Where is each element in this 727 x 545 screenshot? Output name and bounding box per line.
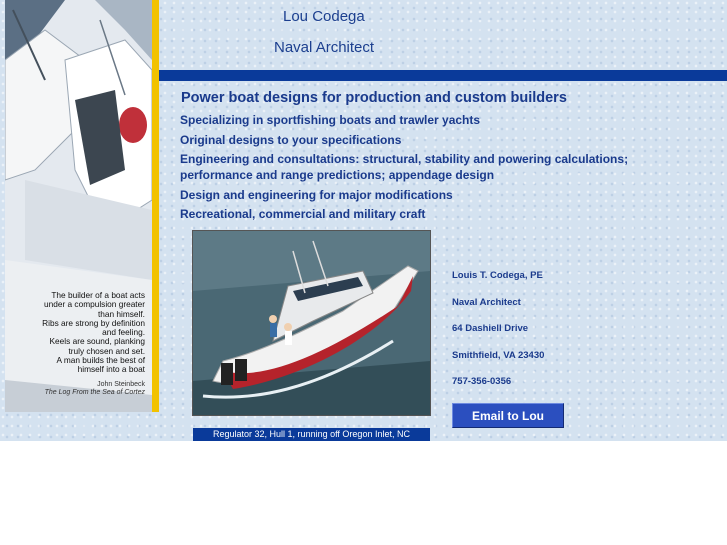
quote-line: under a compulsion greater	[43, 299, 145, 310]
quote-source: The Log From the Sea of Cortez	[44, 388, 145, 396]
contact-phone: 757-356-0356	[452, 376, 512, 387]
page-headline: Power boat designs for production and custom builders	[181, 90, 567, 106]
quote-line: truly chosen and set.	[68, 345, 145, 356]
service-item: Engineering and consultations: structural, stability and powering calculations; performance and range predictions; appendage design	[180, 152, 629, 182]
quote-line: than himself.	[97, 308, 145, 319]
yellow-accent-stripe	[152, 0, 159, 412]
boat-running-illustration	[193, 231, 430, 415]
contact-name: Louis T. Codega, PE	[452, 270, 543, 281]
blue-header-band	[159, 70, 727, 81]
contact-address: 64 Dashiell Drive	[452, 323, 529, 334]
sportfishing-boat-photo	[192, 230, 431, 416]
service-item: Original designs to your specifications	[180, 132, 402, 147]
quote-line: Ribs are strong by definition	[42, 317, 145, 328]
quote-line: himself into a boat	[77, 364, 145, 375]
services-list	[180, 112, 630, 226]
service-item: Recreational, commercial and military craft	[180, 207, 426, 221]
architect-name-heading: Lou Codega	[283, 8, 365, 25]
quote-line: and feeling.	[102, 327, 145, 338]
photo-caption: Regulator 32, Hull 1, running off Oregon Inlet, NC	[193, 428, 430, 441]
architect-title-heading: Naval Architect	[274, 39, 375, 56]
email-button[interactable]: Email to Lou	[452, 403, 564, 428]
quote-line: A man builds the best of	[56, 355, 145, 366]
service-item: Design and engineering for major modifications	[180, 187, 453, 202]
contact-city: Smithfield, VA 23430	[452, 350, 545, 361]
steinbeck-quote	[10, 291, 145, 397]
service-item: Specializing in sportfishing boats and trawler yachts	[180, 113, 481, 127]
quote-line: The builder of a boat acts	[51, 290, 145, 300]
quote-line: Keels are sound, planking	[49, 336, 145, 347]
contact-title: Naval Architect	[452, 297, 521, 308]
quote-author: John Steinbeck	[97, 380, 145, 388]
